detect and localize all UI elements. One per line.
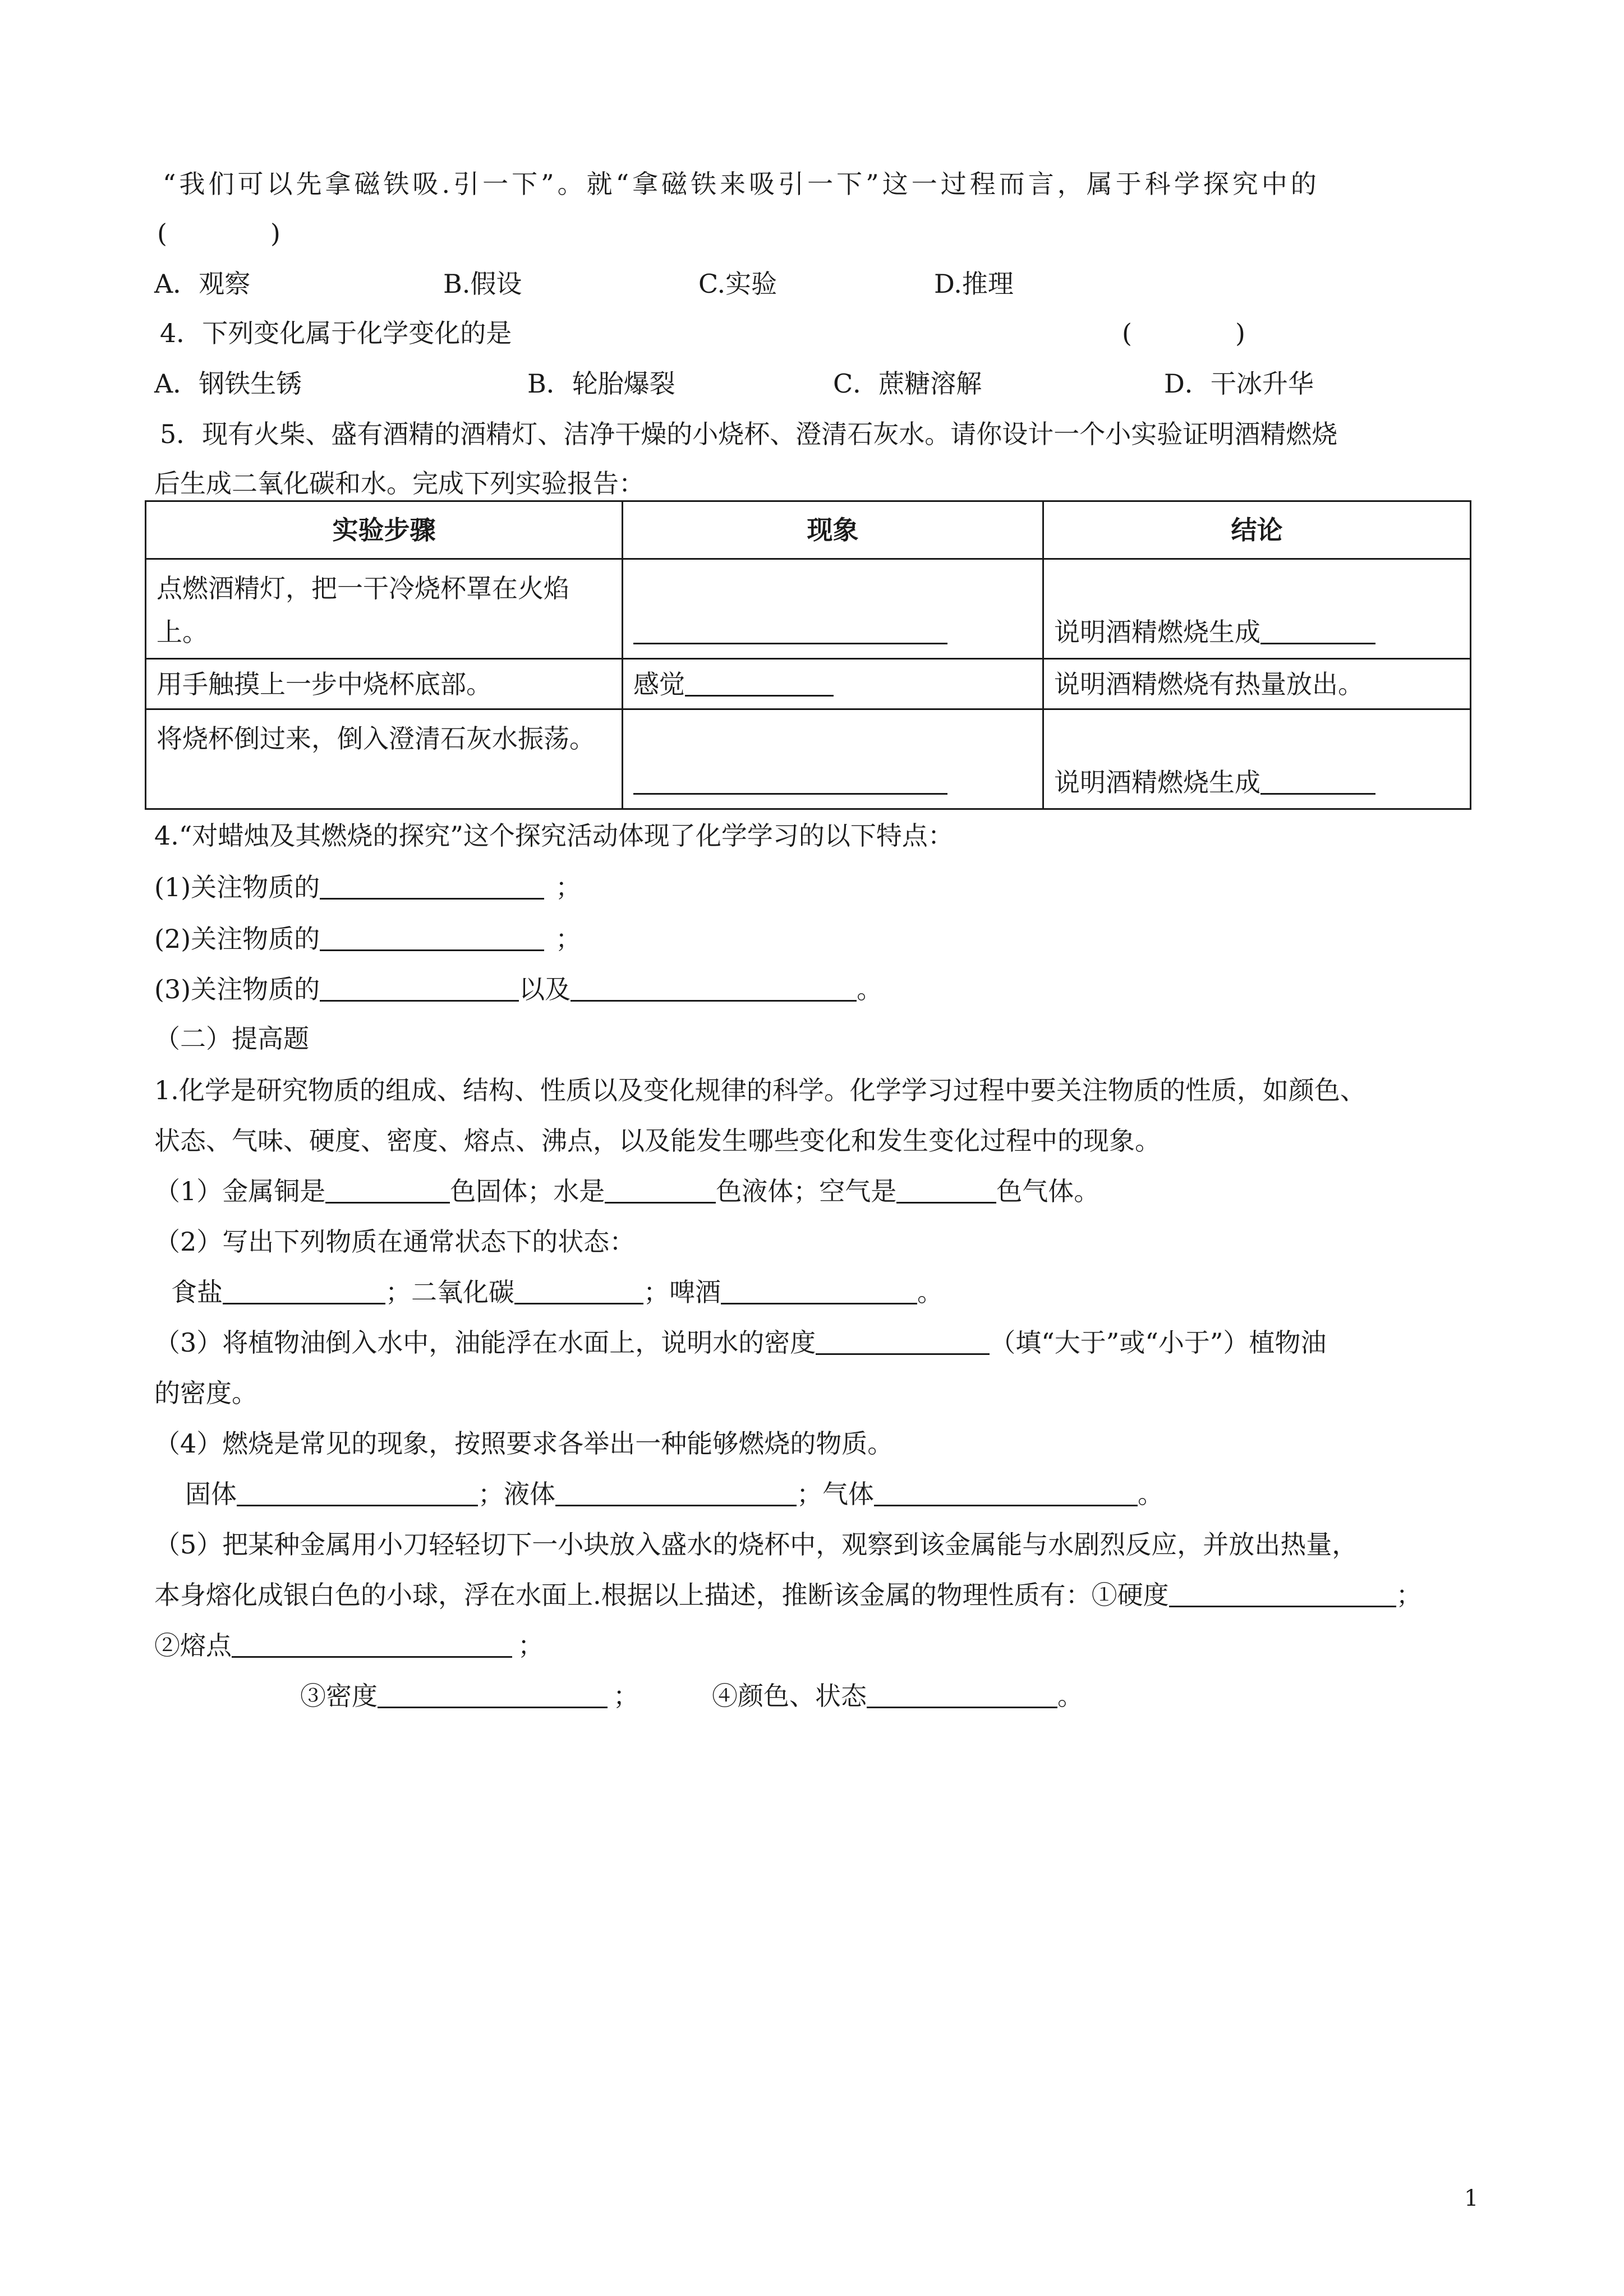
sub4-text-liquid: ；液体 xyxy=(478,1479,555,1509)
sub4-blank-solid[interactable] xyxy=(237,1478,478,1506)
sub3-text-a: （3）将植物油倒入水中，油能浮在水面上，说明水的密度 xyxy=(154,1327,816,1358)
experiment-report-table xyxy=(145,500,1471,810)
sub1-blank-water[interactable] xyxy=(605,1175,716,1204)
step-text-line1: 用手触摸上一步中烧杯底部。 xyxy=(157,668,492,699)
sub1-blank-air[interactable] xyxy=(896,1175,996,1204)
q4-answer-bracket: ( ) xyxy=(1122,318,1245,348)
q4b-item-1-prefix: (1)关注物质的 xyxy=(154,872,320,902)
sub5-blank-density[interactable] xyxy=(378,1680,608,1708)
conclusion-blank[interactable] xyxy=(1260,766,1375,795)
q4b-item-3-prefix: (3)关注物质的 xyxy=(154,974,320,1004)
q4-stem: 4．下列变化属于化学变化的是 xyxy=(160,318,512,348)
section-2-title: （二）提高题 xyxy=(154,1023,309,1054)
sub3-text-b: （填“大于”或“小于”）植物油 xyxy=(990,1327,1327,1358)
step-cell xyxy=(146,659,623,709)
conclusion-cell xyxy=(1043,559,1471,659)
q4b-item-1-suffix: ； xyxy=(555,872,582,902)
q4b-item-1 xyxy=(154,870,581,904)
conclusion-cell xyxy=(1043,709,1471,809)
q5-stem-line1: 5．现有火柴、盛有酒精的酒精灯、洁净干燥的小烧杯、澄清石灰水。请你设计一个小实验证明酒精燃烧 xyxy=(160,419,1338,449)
sub4-text-end: 。 xyxy=(1138,1479,1163,1509)
sub1-text-b: 色固体；水是 xyxy=(450,1176,605,1206)
q4b-item-3-blank-a[interactable] xyxy=(320,973,519,1002)
sub4-text-gas: ；气体 xyxy=(797,1479,874,1509)
sub5-blank-melting[interactable] xyxy=(232,1629,512,1658)
step-text-line1: 将烧杯倒过来，倒入澄清石灰水振荡。 xyxy=(157,723,595,754)
sub2-blank-beer[interactable] xyxy=(721,1276,917,1304)
sub5-line4 xyxy=(300,1679,1083,1713)
sub2-text-end: 。 xyxy=(917,1277,943,1307)
q3-option-d: D.推理 xyxy=(934,269,1014,299)
phenomenon-blank[interactable] xyxy=(633,616,947,644)
sub5-line1: （5）把某种金属用小刀轻轻切下一小块放入盛水的烧杯中，观察到该金属能与水剧烈反应，并放出热量， xyxy=(154,1529,1358,1560)
step-text-line2: 上。 xyxy=(157,617,208,647)
q3-option-c: C.实验 xyxy=(698,269,778,299)
sub5-text-line2-end: ； xyxy=(1396,1580,1422,1610)
sub1-text-a: （1）金属铜是 xyxy=(154,1176,326,1206)
conclusion-cell xyxy=(1043,659,1471,709)
phenomenon-blank[interactable] xyxy=(633,766,947,795)
step-cell xyxy=(146,709,623,809)
conclusion-text: 说明酒精燃烧有热量放出。 xyxy=(1054,668,1364,699)
q4b-item-3-suffix: 。 xyxy=(857,974,883,1004)
q4-option-a: A．钢铁生锈 xyxy=(154,368,302,399)
phenomenon-blank[interactable] xyxy=(685,668,834,697)
q3-option-b: B.假设 xyxy=(443,269,522,299)
sub4-text-solid: 固体 xyxy=(185,1479,237,1509)
sub3-blank-density[interactable] xyxy=(816,1326,990,1355)
q4b-item-2-blank[interactable] xyxy=(320,923,544,951)
phenomenon-cell xyxy=(623,659,1043,709)
conclusion-blank[interactable] xyxy=(1260,616,1375,644)
q4-option-d: D．干冰升华 xyxy=(1164,368,1314,399)
sub2-blank-salt[interactable] xyxy=(223,1276,385,1304)
sub2-text-beer: ；啤酒 xyxy=(643,1277,721,1307)
table-row xyxy=(146,709,1471,809)
sub1-text-d: 色气体。 xyxy=(996,1176,1100,1206)
sub5-blank-color-state[interactable] xyxy=(867,1680,1057,1708)
sub5-text-line3-end: ； xyxy=(518,1630,544,1661)
page-number: 1 xyxy=(1464,2186,1479,2211)
sub4-blank-gas[interactable] xyxy=(874,1478,1138,1506)
q4-option-b: B．轮胎爆裂 xyxy=(527,368,675,399)
q3-option-a: A．观察 xyxy=(154,269,251,299)
q4b-item-2 xyxy=(154,922,581,956)
table-row xyxy=(146,559,1471,659)
sub5-blank-hardness[interactable] xyxy=(1169,1579,1396,1607)
q4b-stem: 4.“对蜡烛及其燃烧的探究”这个探究活动体现了化学学习的以下特点： xyxy=(154,820,954,851)
sub5-line3 xyxy=(154,1629,544,1662)
sub5-text-density: ③密度 xyxy=(300,1681,378,1711)
header-phenomenon: 现象 xyxy=(623,501,1043,559)
header-steps: 实验步骤 xyxy=(146,501,623,559)
q3-answer-bracket: ( ) xyxy=(157,218,280,248)
sub2-text-salt: 食盐 xyxy=(171,1277,223,1307)
conclusion-text: 说明酒精燃烧生成 xyxy=(1054,617,1260,647)
q4b-item-3-middle: 以及 xyxy=(519,974,571,1004)
sub5-text-melting: ②熔点 xyxy=(154,1630,232,1661)
phenomenon-cell xyxy=(623,709,1043,809)
q5-stem-line2: 后生成二氧化碳和水。完成下列实验报告： xyxy=(154,468,645,499)
table-header-row xyxy=(146,501,1471,559)
q4b-item-3-blank-b[interactable] xyxy=(571,973,857,1002)
step-cell xyxy=(146,559,623,659)
sub5-text-color-state: ④颜色、状态 xyxy=(712,1681,867,1711)
sub4-line xyxy=(185,1477,1163,1511)
phenomenon-text: 感觉 xyxy=(633,668,685,699)
section-2-intro-line1: 1.化学是研究物质的组成、结构、性质以及变化规律的科学。化学学习过程中要关注物质的性质，如颜色、 xyxy=(154,1075,1366,1105)
sub5-line2 xyxy=(154,1578,1422,1612)
step-text-line1: 点燃酒精灯，把一干冷烧杯罩在火焰 xyxy=(157,573,569,603)
sub5-text-hardness: 本身熔化成银白色的小球，浮在水面上.根据以上描述，推断该金属的物理性质有：①硬度 xyxy=(154,1580,1169,1610)
header-conclusion: 结论 xyxy=(1043,501,1471,559)
table-row xyxy=(146,659,1471,709)
sub1-line xyxy=(154,1174,1099,1208)
q4-option-c: C．蔗糖溶解 xyxy=(833,368,982,399)
phenomenon-cell xyxy=(623,559,1043,659)
sub1-text-c: 色液体；空气是 xyxy=(716,1176,897,1206)
q4b-item-2-suffix: ； xyxy=(555,924,582,954)
sub1-blank-copper[interactable] xyxy=(325,1175,450,1204)
sub2-line xyxy=(171,1275,943,1309)
section-2-intro-line2: 状态、气味、硬度、密度、熔点、沸点，以及能发生哪些变化和发生变化过程中的现象。 xyxy=(154,1126,1161,1156)
sub2-title: （2）写出下列物质在通常状态下的状态： xyxy=(154,1227,636,1257)
conclusion-text: 说明酒精燃烧生成 xyxy=(1054,767,1260,797)
sub5-text-end: 。 xyxy=(1057,1681,1083,1711)
q4b-item-2-prefix: (2)关注物质的 xyxy=(154,924,320,954)
sub3-line2: 的密度。 xyxy=(154,1378,257,1408)
sub4-blank-liquid[interactable] xyxy=(555,1478,797,1506)
sub2-text-co2: ；二氧化碳 xyxy=(385,1277,514,1307)
q3-stem-line1: “我们可以先拿磁铁吸.引一下”。就“拿磁铁来吸引一下”这一过程而言，属于科学探究中的 xyxy=(163,169,1320,199)
q4b-item-1-blank[interactable] xyxy=(320,871,544,900)
sub2-blank-co2[interactable] xyxy=(514,1276,643,1304)
sub5-text-sep: ； xyxy=(613,1681,639,1711)
sub3-line1 xyxy=(154,1326,1326,1359)
sub4-title: （4）燃烧是常见的现象，按照要求各举出一种能够燃烧的物质。 xyxy=(154,1428,894,1459)
q4b-item-3 xyxy=(154,972,882,1006)
